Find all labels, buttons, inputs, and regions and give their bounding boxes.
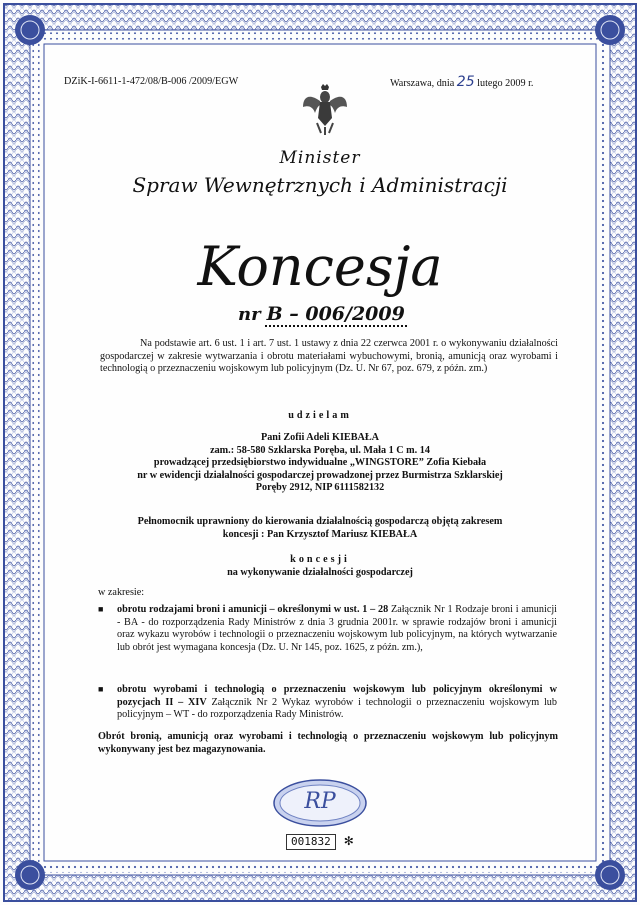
proxy-line-2: koncesji : Pan Krzysztof Mariusz KIEBAŁA [222,528,418,540]
document-reference: DZiK-I-6611-1-472/08/B-006 /2009/EGW [64,76,239,87]
scope-item-2 [117,684,557,722]
proxy-block [90,516,550,541]
rp-seal [272,778,368,828]
concession-subject: na wykonywanie działalności gospodarczej [227,567,413,578]
recipient-business: prowadzącej przedsiębiorstwo indywidualne „WINGSTORE” Zofia Kiebała [153,457,487,469]
concession-number [238,303,407,325]
recipient-address: zam.: 58-580 Szklarska Poręba, ul. Mała 1 C m. 14 [210,444,430,456]
date-month-year: lutego 2009 r. [477,78,534,89]
issuer-line-1: Minister [279,148,361,168]
recipient-name: Pani Zofii Adeli KIEBAŁA [260,432,380,443]
scope-label: w zakresie: [98,587,145,598]
recipient-registry-2: Poręby 2912, NIP 6111582132 [255,482,385,494]
document-title: Koncesja [197,235,443,298]
legal-basis: Na podstawie art. 6 ust. 1 i art. 7 ust. 1 ustawy z dnia 22 czerwca 2001 r. o wykonywaniu działalności gospodarczej w zakresie wytwarzania i obrotu materiałami wybuchowymi, bronią, amunicją oraz wyrobami i technologią o przeznaczeniu wojskowym lub policyjnym (Dz. U. Nr 67, poz. 679, z późn. zm.) [100,338,558,375]
polish-eagle-emblem [301,83,349,135]
bullet-2-icon: ■ [98,684,104,694]
scope-item-2-bold: obrotu wyrobami i technologią o przeznaczeniu wojskowym lub policyjnym określonymi w pozycjach II – XIV [117,684,557,708]
date-prefix: Warszawa, dnia [390,78,455,89]
bullet-1-icon: ■ [98,604,104,614]
scope-item-1-bold: obrotu rodzajami broni i amunicji – określonymi w ust. 1 – 28 [117,604,389,615]
serial-box [286,832,354,850]
concession-word: koncesji [290,554,350,565]
closing-statement: Obrót bronią, amunicją oraz wyrobami i technologią o przeznaczeniu wojskowym lub policyjnym wykonywany jest bez magazynowania. [98,731,558,755]
issuer-line-2: Spraw Wewnętrznych i Administracji [132,173,508,197]
grant-word: udzielam [288,410,352,421]
scope-item-1-text: Załącznik Nr 1 Rodzaje broni i amunicji - BA - do rozporządzenia Rady Ministrów z dnia 3 grudnia 2001r. w sprawie rodzajów broni i amunicji oraz wykazu wyrobów i technologii o przeznaczeniu wojskowym lub policyjnym, na których wytwarzanie lub obrót jest wymagana koncesja (Dz. U. Nr 145, poz. 1625, z późn. zm.), [117,604,557,653]
serial-number: 001832 [286,834,336,850]
recipient-block [90,432,550,495]
date-day-handwritten: 25 [456,74,475,90]
number-value: B – 006/2009 [266,303,405,325]
proxy-line-1: Pełnomocnik uprawniony do kierowania działalnością gospodarczą objętą zakresem [137,516,503,527]
seal-monogram: RP [304,789,336,814]
serial-star-icon: ✻ [343,834,354,848]
recipient-registry-1: nr w ewidencji działalności gospodarczej prowadzonej przez Burmistrza Szklarskiej [137,469,503,481]
scope-item-1 [117,604,557,654]
document-date [390,76,533,91]
number-prefix: nr [238,304,261,325]
scope-item-2-text: Załącznik Nr 2 Wykaz wyrobów i technologii o przeznaczeniu wojskowym lub policyjnym – WT - do rozporządzenia Rady Ministrów. [117,696,557,721]
